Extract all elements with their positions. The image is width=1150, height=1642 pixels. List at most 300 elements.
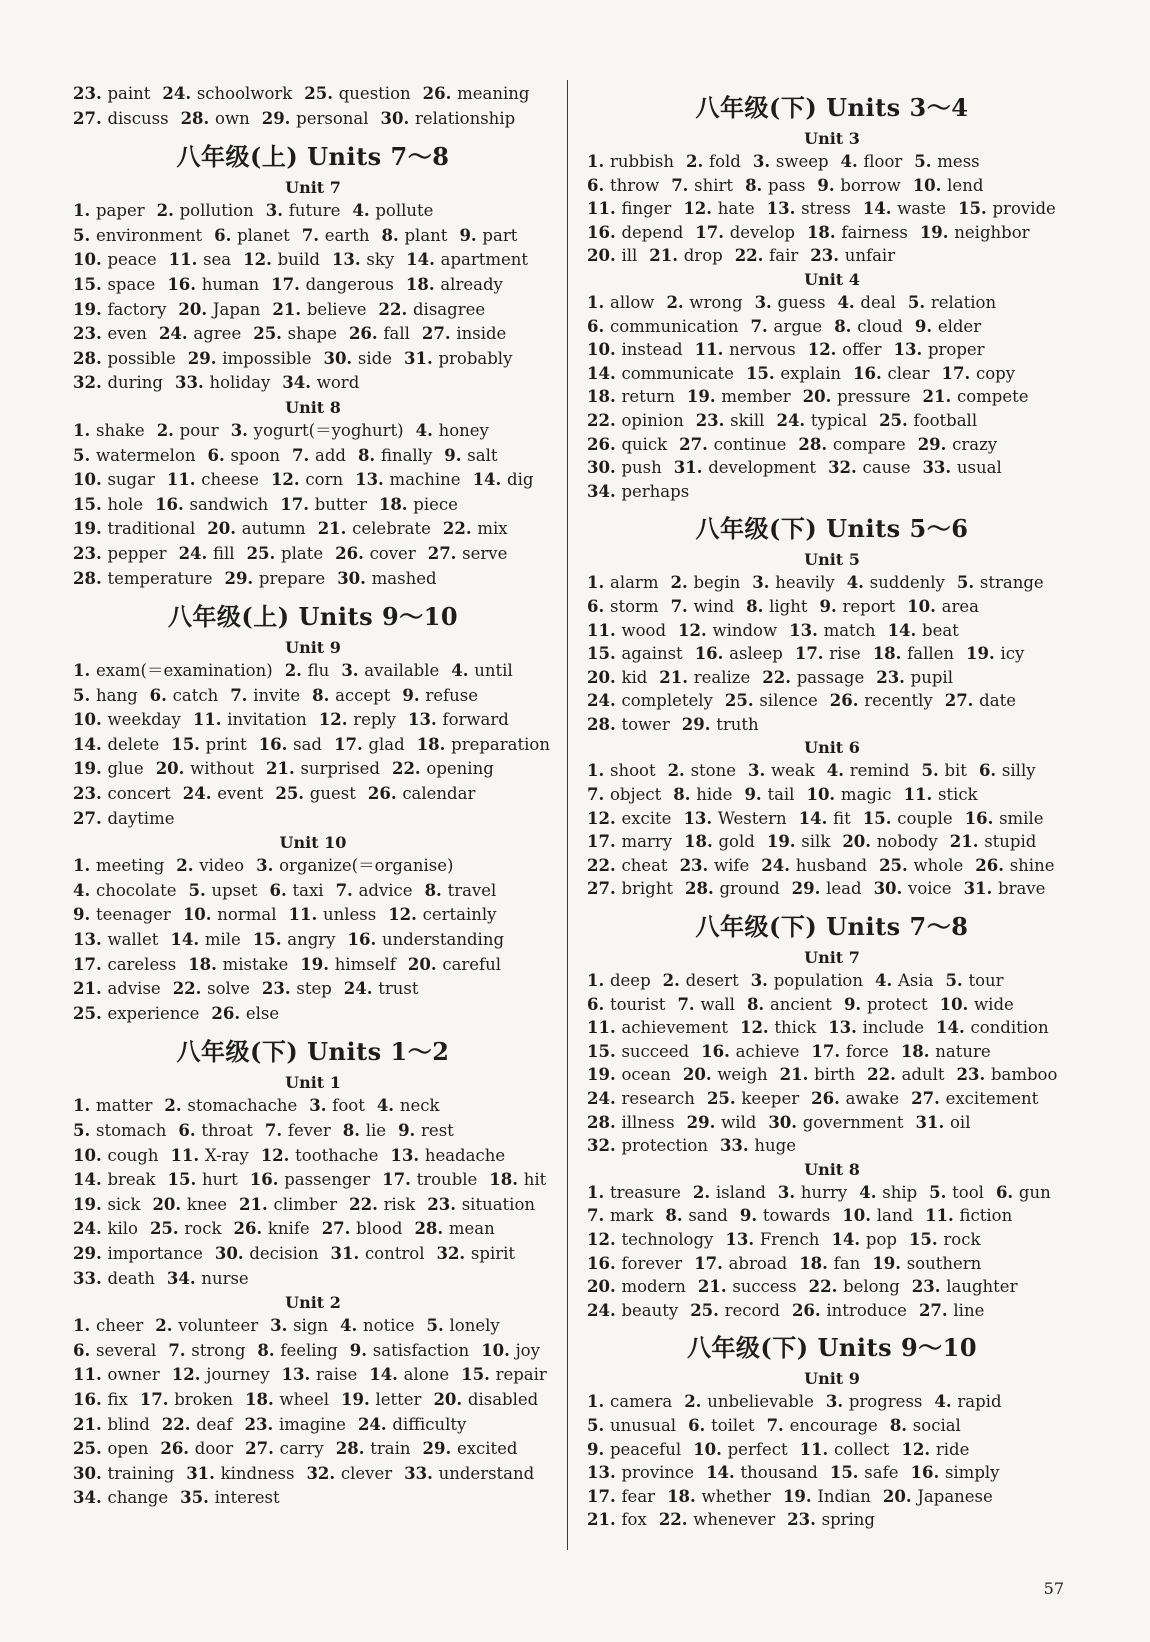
vocab-item: 8. plant <box>381 225 448 245</box>
vocab-line <box>587 666 1077 690</box>
vocab-item: 18. already <box>405 274 503 294</box>
vocab-line <box>587 338 1077 362</box>
vocab-item: 10. wide <box>939 994 1014 1014</box>
section-title: 八年级(上) Units 9～10 <box>167 602 459 632</box>
vocab-line <box>587 619 1077 643</box>
vocab-item: 28. train <box>335 1439 411 1459</box>
vocab-item: 26. knife <box>233 1219 310 1239</box>
vocab-line <box>587 642 1077 666</box>
vocab-item: 1. deep <box>587 971 651 991</box>
vocab-item: 29. crazy <box>917 434 998 454</box>
vocab-item: 3. heavily <box>752 573 835 593</box>
vocab-item: 1. shake <box>73 420 145 440</box>
vocab-item: 17. careless <box>73 954 177 974</box>
vocab-item: 20. careful <box>407 954 502 974</box>
vocab-item: 20. modern <box>587 1277 686 1297</box>
vocab-item: 17. force <box>811 1041 889 1061</box>
vocab-item: 19. letter <box>341 1389 422 1409</box>
vocab-item: 9. elder <box>914 316 982 336</box>
vocab-item: 7. advice <box>335 880 413 900</box>
vocab-line <box>73 903 553 928</box>
vocab-item: 4. honey <box>415 420 489 440</box>
vocab-item: 9. towards <box>739 1206 831 1226</box>
vocab-item: 12. hate <box>683 199 755 219</box>
vocab-item: 12. journey <box>171 1365 270 1385</box>
vocab-item: 16. achieve <box>701 1041 800 1061</box>
vocab-item: 27. discuss <box>73 108 169 128</box>
vocab-item: 5. environment <box>73 225 203 245</box>
vocab-item: 31. kindness <box>186 1463 295 1483</box>
vocab-item: 2. volunteer <box>155 1316 259 1336</box>
vocab-line <box>73 1002 553 1027</box>
vocab-item: 15. repair <box>461 1365 547 1385</box>
vocab-list <box>587 1390 1077 1532</box>
vocab-item: 20. weigh <box>682 1065 768 1085</box>
vocab-item: 18. fan <box>799 1253 861 1273</box>
vocab-item: 11. nervous <box>694 340 796 360</box>
vocab-item: 22. risk <box>349 1194 416 1214</box>
vocab-item: 18. return <box>587 387 675 407</box>
vocab-item: 25. football <box>879 410 978 430</box>
vocab-item: 3. available <box>341 661 440 681</box>
vocab-item: 5. stomach <box>73 1121 167 1140</box>
vocab-item: 27. daytime <box>73 808 175 828</box>
vocab-list <box>73 854 553 1026</box>
vocab-item: 28. illness <box>587 1112 675 1132</box>
vocab-item: 23. skill <box>695 410 765 430</box>
vocab-line <box>587 1228 1077 1252</box>
vocab-line <box>587 759 1077 783</box>
vocab-item: 26. introduce <box>791 1300 907 1320</box>
vocab-line <box>73 1242 553 1267</box>
section-title: 八年级(上) Units 7～8 <box>176 142 450 172</box>
vocab-line <box>73 493 553 518</box>
vocab-item: 14. condition <box>936 1018 1049 1038</box>
vocab-item: 10. instead <box>587 340 683 360</box>
vocab-item: 22. adult <box>867 1065 945 1085</box>
vocab-line <box>73 1119 553 1144</box>
vocab-item: 28. tower <box>587 714 670 734</box>
vocab-line <box>587 807 1077 831</box>
vocab-item: 4. chocolate <box>73 880 177 900</box>
vocab-item: 24. typical <box>776 410 868 430</box>
vocab-item: 4. notice <box>340 1316 415 1336</box>
vocab-item: 26. calendar <box>367 784 476 804</box>
vocab-item: 22. deaf <box>161 1414 233 1434</box>
vocab-line <box>587 433 1077 457</box>
vocab-line <box>587 993 1077 1017</box>
vocab-item: 24. agree <box>158 324 242 344</box>
vocab-item: 3. organize(＝organise) <box>256 856 454 876</box>
vocab-item: 12. reply <box>318 710 397 730</box>
vocab-item: 2. stomachache <box>164 1096 298 1116</box>
vocab-item: 6. catch <box>149 685 219 705</box>
unit-title: Unit 3 <box>804 129 860 148</box>
vocab-item: 14. communicate <box>587 363 734 383</box>
vocab-item: 11. stick <box>903 785 978 805</box>
vocab-item: 9. refuse <box>402 685 478 705</box>
vocab-line <box>587 150 1077 174</box>
vocab-item: 11. sea <box>168 250 232 270</box>
vocab-line <box>587 174 1077 198</box>
vocab-line <box>587 1299 1077 1323</box>
vocab-item: 2. pour <box>156 420 219 440</box>
unit-title: Unit 8 <box>285 397 341 417</box>
vocab-item: 6. spoon <box>207 445 280 465</box>
vocab-item: 16. sad <box>258 734 322 754</box>
vocab-line <box>587 783 1077 807</box>
vocab-line <box>73 1217 553 1242</box>
vocab-line <box>73 371 553 396</box>
vocab-item: 20. Japanese <box>882 1486 993 1506</box>
vocab-line <box>73 444 553 469</box>
vocab-line <box>73 468 553 493</box>
vocab-item: 19. traditional <box>73 519 196 539</box>
vocab-item: 21. celebrate <box>317 519 431 539</box>
vocab-line <box>587 595 1077 619</box>
vocab-item: 34. nurse <box>166 1268 249 1288</box>
vocab-line <box>73 248 553 273</box>
vocab-line <box>73 953 553 978</box>
vocab-item: 4. pollute <box>352 201 434 221</box>
section-title: 八年级(下) Units 3～4 <box>695 93 969 122</box>
vocab-item: 13. match <box>789 620 876 640</box>
vocab-item: 14. mile <box>170 930 241 950</box>
vocab-item: 15. rock <box>908 1229 981 1249</box>
vocab-item: 2. desert <box>662 971 739 991</box>
vocab-item: 18. fairness <box>806 222 908 242</box>
vocab-item: 1. paper <box>73 201 145 221</box>
unit-title: Unit 9 <box>804 1369 860 1389</box>
vocab-item: 13. raise <box>281 1365 358 1385</box>
vocab-item: 15. hole <box>73 494 144 514</box>
vocab-item: 26. fall <box>348 324 410 344</box>
vocab-item: 16. depend <box>587 222 684 242</box>
vocab-item: 10. magic <box>806 785 892 805</box>
vocab-item: 17. dangerous <box>271 274 394 294</box>
vocab-item: 35. interest <box>180 1488 280 1508</box>
vocab-item: 13. stress <box>766 199 851 219</box>
vocab-list <box>73 419 553 591</box>
vocab-item: 30. training <box>73 1463 175 1483</box>
left-column <box>73 82 553 1511</box>
vocab-item: 27. bright <box>587 879 673 899</box>
vocab-item: 29. impossible <box>187 348 312 368</box>
vocab-item: 21. fox <box>587 1510 647 1530</box>
vocab-item: 6. silly <box>978 761 1036 781</box>
vocab-item: 5. mess <box>914 152 980 171</box>
vocab-item: 18. preparation <box>416 734 550 754</box>
vocab-item: 32. cause <box>828 458 911 478</box>
vocab-item: 21. surprised <box>266 759 380 779</box>
vocab-item: 17. abroad <box>694 1253 788 1273</box>
vocab-item: 12. ride <box>901 1439 970 1459</box>
vocab-line <box>587 1390 1077 1414</box>
unit-title: Unit 6 <box>804 738 860 758</box>
vocab-item: 26. else <box>211 1003 280 1023</box>
vocab-item: 11. wood <box>587 620 667 640</box>
vocab-item: 6. planet <box>214 225 290 245</box>
vocab-item: 14. pop <box>831 1229 897 1249</box>
vocab-item: 20. disabled <box>433 1389 539 1409</box>
section-title: 八年级(下) Units 5～6 <box>695 514 969 544</box>
vocab-list <box>587 571 1077 736</box>
vocab-item: 23. situation <box>427 1194 536 1214</box>
vocab-item: 7. earth <box>301 225 370 245</box>
vocab-item: 16. simply <box>910 1463 1000 1483</box>
vocab-item: 13. headache <box>390 1145 506 1165</box>
vocab-line <box>587 689 1077 713</box>
vocab-line <box>73 757 553 782</box>
vocab-line <box>587 1204 1077 1228</box>
vocab-item: 27. excitement <box>911 1089 1039 1108</box>
vocab-item: 19. southern <box>872 1253 982 1273</box>
vocab-line <box>587 1016 1077 1040</box>
vocab-item: 19. icy <box>966 644 1025 664</box>
vocab-item: 6. throat <box>178 1121 253 1140</box>
vocab-item: 25. whole <box>879 855 964 875</box>
vocab-item: 2. wrong <box>666 292 743 312</box>
vocab-line <box>73 298 553 323</box>
vocab-item: 9. borrow <box>817 175 901 195</box>
vocab-item: 27. serve <box>427 543 508 563</box>
vocab-line <box>587 1485 1077 1509</box>
vocab-line <box>73 854 553 879</box>
vocab-item: 6. toilet <box>688 1415 755 1435</box>
vocab-item: 7. wind <box>670 596 735 616</box>
vocab-item: 12. technology <box>587 1229 714 1249</box>
vocab-item: 5. unusual <box>587 1415 677 1435</box>
vocab-item: 30. side <box>323 348 392 368</box>
vocab-item: 12. corn <box>270 470 344 490</box>
vocab-line <box>73 419 553 444</box>
vocab-item: 32. spirit <box>436 1243 516 1263</box>
vocab-item: 18. hit <box>489 1170 547 1190</box>
vocab-item: 9. protect <box>843 994 928 1014</box>
vocab-item: 23. pepper <box>73 543 167 563</box>
vocab-item: 34. change <box>73 1488 169 1508</box>
vocab-item: 21. compete <box>922 387 1029 407</box>
vocab-item: 30. decision <box>214 1243 319 1263</box>
vocab-line <box>587 197 1077 221</box>
vocab-item: 31. probably <box>404 348 513 368</box>
vocab-item: 14. fit <box>798 808 851 828</box>
vocab-item: 8. cloud <box>834 316 903 336</box>
unit-title: Unit 10 <box>279 833 347 853</box>
vocab-item: 27. continue <box>679 434 787 454</box>
vocab-line <box>587 1181 1077 1205</box>
vocab-item: 6. tourist <box>587 994 666 1014</box>
vocab-item: 15. explain <box>745 363 842 383</box>
vocab-item: 2. fold <box>686 152 741 171</box>
vocab-item: 26. meaning <box>422 84 530 103</box>
vocab-item: 10. area <box>907 596 979 616</box>
vocab-item: 33. holiday <box>175 373 271 393</box>
vocab-item: 12. thick <box>739 1018 817 1038</box>
vocab-item: 4. rapid <box>934 1392 1002 1412</box>
vocab-item: 10. land <box>842 1206 914 1226</box>
vocab-item: 8. sand <box>665 1206 728 1226</box>
vocab-item: 28. possible <box>73 348 176 368</box>
section-title: 八年级(下) Units 7～8 <box>695 912 969 942</box>
vocab-item: 14. delete <box>73 734 160 754</box>
vocab-item: 3. sign <box>270 1316 329 1336</box>
vocab-item: 13. sky <box>331 250 395 270</box>
vocab-line <box>73 199 553 224</box>
vocab-line <box>73 733 553 758</box>
vocab-item: 20. ill <box>587 246 638 266</box>
vocab-line <box>73 1314 553 1339</box>
vocab-line <box>587 1252 1077 1276</box>
vocab-list <box>73 82 553 131</box>
vocab-list <box>587 1181 1077 1323</box>
vocab-item: 20. nobody <box>842 832 938 852</box>
vocab-item: 11. fiction <box>925 1206 1013 1226</box>
vocab-list <box>587 759 1077 901</box>
right-column <box>587 82 1077 1532</box>
vocab-item: 20. pressure <box>802 387 911 407</box>
vocab-item: 27. date <box>944 691 1016 711</box>
vocab-item: 29. excited <box>422 1439 518 1459</box>
vocab-item: 20. Japan <box>178 299 261 319</box>
vocab-item: 28. ground <box>685 879 780 899</box>
vocab-item: 24. trust <box>343 979 419 999</box>
vocab-item: 25. silence <box>724 691 818 711</box>
vocab-line <box>587 969 1077 993</box>
vocab-line <box>73 1462 553 1487</box>
vocab-item: 25. open <box>73 1439 149 1459</box>
vocab-item: 3. progress <box>825 1392 923 1412</box>
vocab-item: 3. foot <box>309 1096 365 1116</box>
vocab-line <box>73 1094 553 1119</box>
vocab-list <box>587 150 1077 268</box>
vocab-line <box>73 1486 553 1511</box>
vocab-item: 3. weak <box>748 761 815 781</box>
vocab-item: 21. drop <box>649 246 723 266</box>
vocab-item: 2. pollution <box>156 201 254 221</box>
vocab-item: 17. develop <box>695 222 795 242</box>
vocab-item: 6. taxi <box>269 880 324 900</box>
vocab-item: 10. weekday <box>73 710 181 730</box>
vocab-line <box>73 1437 553 1462</box>
vocab-line <box>587 315 1077 339</box>
vocab-item: 29. personal <box>261 108 369 128</box>
vocab-item: 32. during <box>73 373 163 393</box>
vocab-item: 11. cheese <box>166 470 259 490</box>
vocab-line <box>587 1040 1077 1064</box>
vocab-item: 11. achievement <box>587 1018 728 1038</box>
vocab-item: 6. throw <box>587 175 660 195</box>
vocab-item: 25. question <box>304 84 411 103</box>
vocab-item: 15. print <box>171 734 247 754</box>
vocab-item: 15. provide <box>958 199 1056 219</box>
vocab-item: 31. oil <box>915 1112 971 1132</box>
vocab-item: 2. island <box>692 1182 766 1202</box>
vocab-line <box>587 713 1077 737</box>
vocab-item: 7. fever <box>264 1121 331 1140</box>
vocab-item: 1. rubbish <box>587 152 674 171</box>
vocab-line <box>73 107 553 132</box>
vocab-item: 2. begin <box>670 573 741 593</box>
vocab-item: 18. piece <box>378 494 458 514</box>
unit-title: Unit 7 <box>804 948 860 968</box>
vocab-item: 11. unless <box>288 905 377 925</box>
vocab-item: 5. strange <box>956 573 1044 593</box>
vocab-item: 19. member <box>686 387 791 407</box>
vocab-item: 16. forever <box>587 1253 683 1273</box>
vocab-item: 13. wallet <box>73 930 159 950</box>
section-title: 八年级(下) Units 1～2 <box>176 1037 450 1067</box>
vocab-line <box>73 928 553 953</box>
vocab-line <box>587 244 1077 268</box>
vocab-line <box>73 567 553 592</box>
vocab-item: 1. exam(＝examination) <box>73 661 273 681</box>
vocab-item: 12. certainly <box>388 905 497 925</box>
vocab-line <box>73 1413 553 1438</box>
vocab-item: 22. passage <box>762 667 865 687</box>
vocab-line <box>587 1134 1077 1158</box>
vocab-item: 26. recently <box>829 691 933 711</box>
vocab-item: 22. cheat <box>587 855 668 875</box>
vocab-item: 3. future <box>265 201 341 221</box>
vocab-item: 8. hide <box>673 785 733 805</box>
vocab-item: 21. birth <box>779 1065 856 1085</box>
vocab-line <box>73 1168 553 1193</box>
vocab-item: 7. wall <box>677 994 735 1014</box>
vocab-item: 33. death <box>73 1268 155 1288</box>
unit-title: Unit 2 <box>285 1293 341 1313</box>
vocab-item: 22. opinion <box>587 410 684 430</box>
vocab-item: 14. apartment <box>406 250 529 270</box>
vocab-line <box>73 1144 553 1169</box>
vocab-item: 6. storm <box>587 596 659 616</box>
vocab-item: 13. French <box>725 1229 820 1249</box>
vocab-item: 27. line <box>918 1300 985 1320</box>
vocab-item: 1. alarm <box>587 573 659 593</box>
vocab-item: 17. copy <box>941 363 1016 383</box>
vocab-item: 9. report <box>819 596 896 616</box>
vocab-item: 30. push <box>587 458 662 478</box>
vocab-list <box>73 659 553 831</box>
vocab-item: 7. object <box>587 785 662 805</box>
vocab-item: 7. add <box>292 445 346 465</box>
vocab-item: 5. lonely <box>426 1316 500 1336</box>
vocab-item: 25. plate <box>246 543 324 563</box>
vocab-item: 1. cheer <box>73 1316 144 1336</box>
vocab-line <box>587 221 1077 245</box>
vocab-item: 13. forward <box>408 710 509 730</box>
vocab-item: 22. disagree <box>378 299 486 319</box>
vocab-item: 21. blind <box>73 1414 150 1434</box>
vocab-item: 14. waste <box>862 199 947 219</box>
vocab-item: 21. advise <box>73 979 161 999</box>
vocab-item: 31. control <box>330 1243 425 1263</box>
vocab-line <box>587 362 1077 386</box>
vocab-item: 19. sick <box>73 1194 141 1214</box>
vocab-line <box>73 977 553 1002</box>
vocab-item: 22. whenever <box>658 1510 776 1530</box>
vocab-item: 2. video <box>176 856 245 876</box>
vocab-item: 9. peaceful <box>587 1439 682 1459</box>
vocab-item: 27. blood <box>321 1219 403 1239</box>
vocab-item: 5. tour <box>945 971 1004 991</box>
vocab-item: 15. space <box>73 274 156 294</box>
vocab-item: 26. door <box>160 1439 234 1459</box>
vocab-item: 25. record <box>690 1300 780 1320</box>
vocab-item: 31. development <box>673 458 817 478</box>
vocab-line <box>587 830 1077 854</box>
vocab-item: 9. rest <box>398 1121 454 1140</box>
